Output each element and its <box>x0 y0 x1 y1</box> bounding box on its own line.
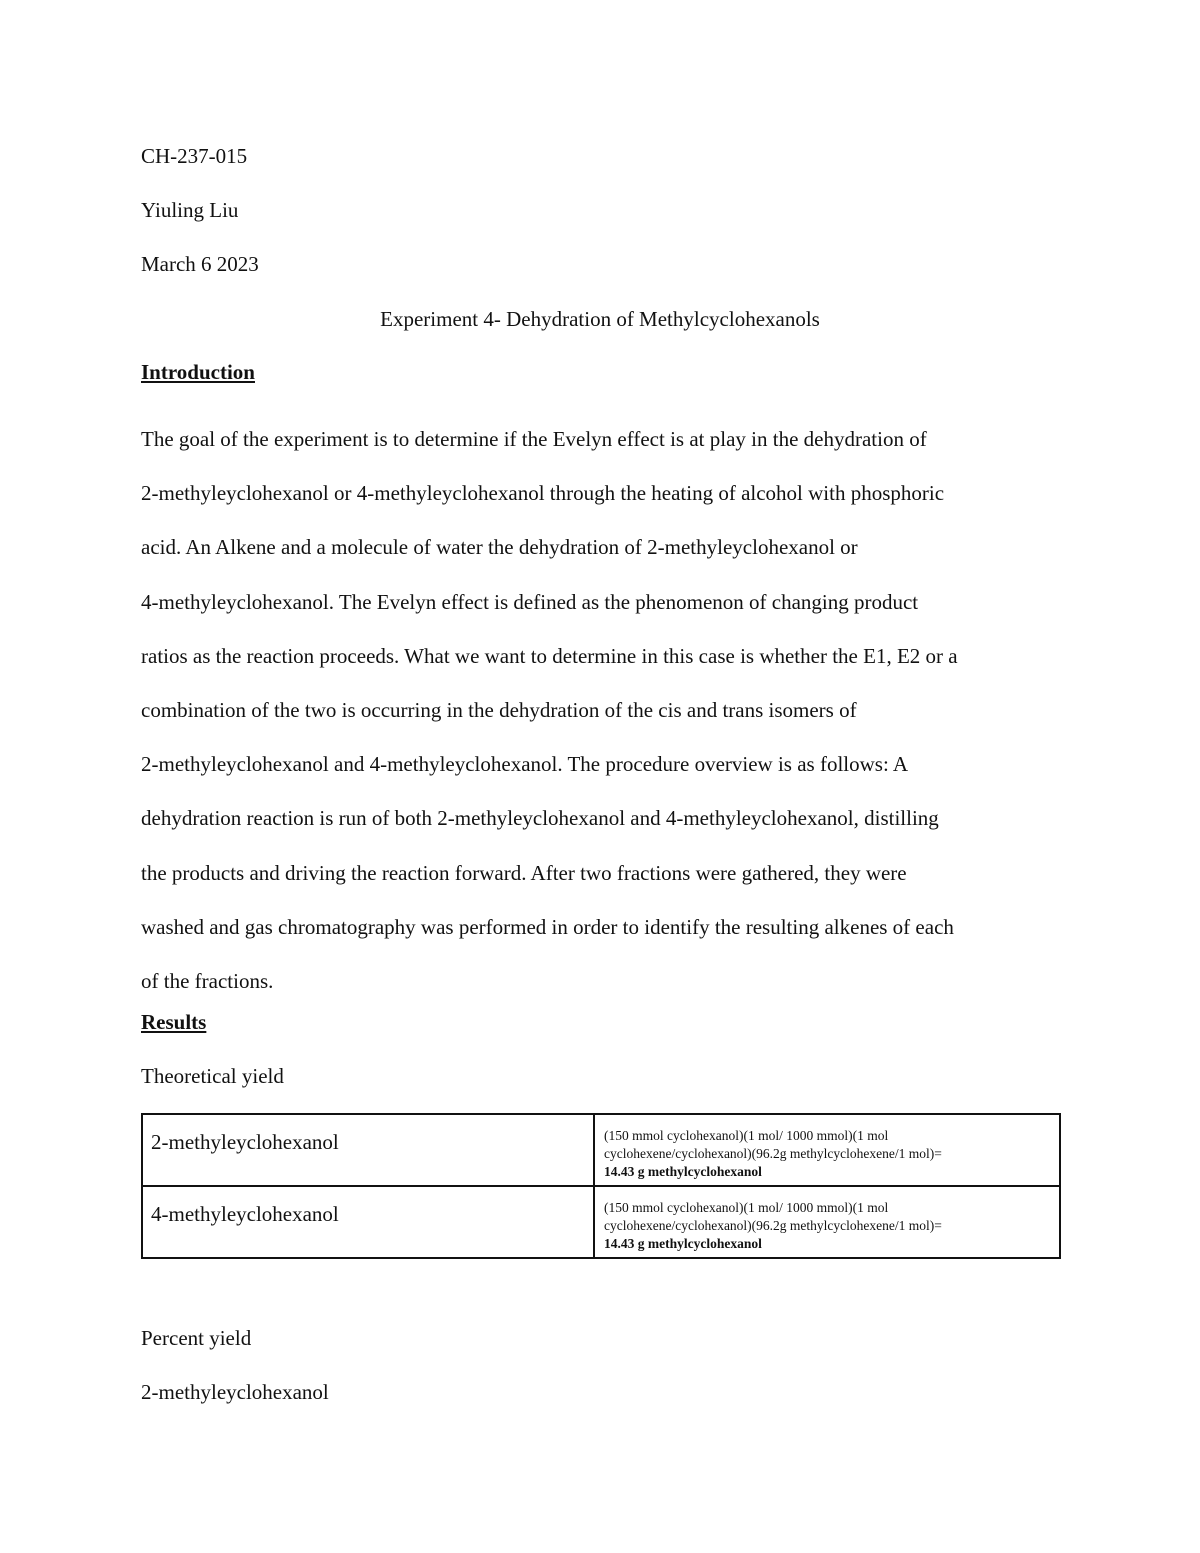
table-row <box>142 1114 1060 1186</box>
calc-result: 14.43 g methylcyclohexanol <box>604 1164 762 1179</box>
paragraph-line: 4-methyleyclohexanol. The Evelyn effect is defined as the phenomenon of changing product <box>141 589 919 614</box>
calc-result: 14.43 g methylcyclohexanol <box>604 1236 762 1251</box>
calc-line: (150 mmol cyclohexanol)(1 mol/ 1000 mmol)(1 mol <box>604 1200 889 1215</box>
author-name: Yiuling Liu <box>141 198 239 222</box>
calc-line: cyclohexene/cyclohexanol)(96.2g methylcyclohexene/1 mol)= <box>604 1218 942 1233</box>
calc-line: cyclohexene/cyclohexanol)(96.2g methylcyclohexene/1 mol)= <box>604 1146 942 1161</box>
percent-yield-compound: 2-methyleyclohexanol <box>141 1380 329 1404</box>
calculation-cell <box>594 1186 1060 1258</box>
results-heading: Results <box>141 1010 207 1034</box>
paragraph-line: of the fractions. <box>141 969 274 994</box>
paragraph-line: washed and gas chromatography was performed in order to identify the resulting alkenes of each <box>141 914 954 939</box>
course-code: CH-237-015 <box>141 144 248 168</box>
introduction-heading: Introduction <box>141 360 255 384</box>
calc-line: (150 mmol cyclohexanol)(1 mol/ 1000 mmol)(1 mol <box>604 1128 889 1143</box>
paragraph-line: 2-methyleyclohexanol and 4-methyleyclohexanol. The procedure overview is as follows: A <box>141 752 909 777</box>
paragraph-line: acid. An Alkene and a molecule of water the dehydration of 2-methyleyclohexanol or <box>141 535 858 560</box>
paragraph-line: dehydration reaction is run of both 2-methyleyclohexanol and 4-methyleyclohexanol, distilling <box>141 806 939 831</box>
paragraph-line: ratios as the reaction proceeds. What we want to determine in this case is whether the E1, E2 or a <box>141 643 958 668</box>
paragraph-line: combination of the two is occurring in the dehydration of the cis and trans isomers of <box>141 698 857 723</box>
table-row <box>142 1186 1060 1258</box>
paragraph-line: the products and driving the reaction forward. After two fractions were gathered, they were <box>141 860 907 885</box>
compound-cell: 4-methyleyclohexanol <box>142 1186 594 1258</box>
report-date: March 6 2023 <box>141 252 259 276</box>
introduction-paragraph <box>141 412 1071 1008</box>
calculation-cell <box>594 1114 1060 1186</box>
document-title: Experiment 4- Dehydration of Methylcyclohexanols <box>380 307 820 331</box>
theoretical-yield-table <box>141 1113 1061 1259</box>
paragraph-line: The goal of the experiment is to determine if the Evelyn effect is at play in the dehydration of <box>141 427 927 451</box>
compound-cell: 2-methyleyclohexanol <box>142 1114 594 1186</box>
percent-yield-label: Percent yield <box>141 1326 252 1350</box>
theoretical-yield-label: Theoretical yield <box>141 1064 284 1088</box>
paragraph-line: 2-methyleyclohexanol or 4-methyleyclohexanol through the heating of alcohol with phosphoric <box>141 481 945 506</box>
